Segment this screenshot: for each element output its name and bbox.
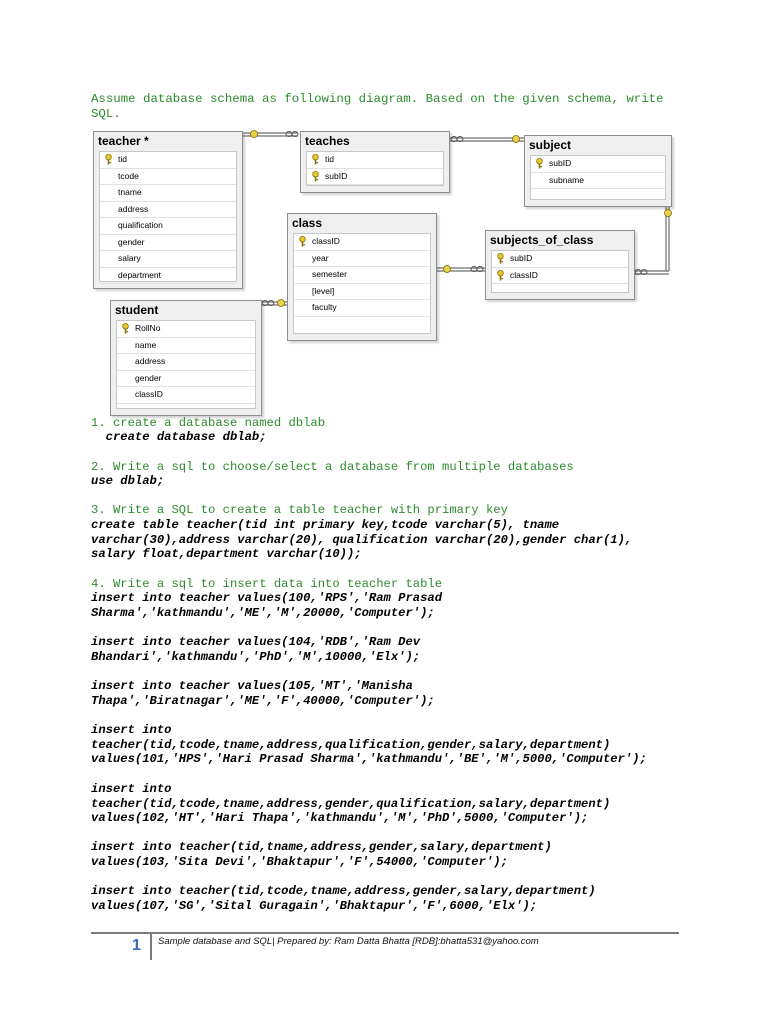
- column-name: name: [135, 339, 157, 350]
- table-title: subject: [529, 138, 572, 152]
- code-4-6: insert into teacher(tid,tname,address,gender,salary,department) values(103,'Sita Devi','Bhaktapur','F',54000,'Computer');: [91, 840, 552, 869]
- code-2: use dblab;: [91, 474, 165, 488]
- table-title: subjects_of_class: [490, 233, 594, 247]
- column-row: [117, 321, 255, 338]
- primary-key-icon: [104, 154, 113, 165]
- table-teaches: [300, 131, 450, 193]
- column-row: [117, 354, 255, 371]
- column-name: address: [118, 203, 149, 214]
- column-name: subID: [325, 170, 348, 181]
- column-row: [117, 371, 255, 388]
- table-subjects-of-class: [485, 230, 635, 300]
- primary-key-icon: [496, 270, 505, 281]
- primary-key-icon: [496, 253, 505, 264]
- column-row: [100, 169, 236, 186]
- column-name: classID: [135, 389, 163, 399]
- table-title: class: [292, 216, 323, 230]
- column-name: tcode: [118, 170, 139, 181]
- primary-key-icon: [121, 323, 130, 334]
- column-row: [531, 173, 665, 190]
- column-name: classID: [312, 236, 340, 246]
- column-row: [100, 202, 236, 219]
- footer-text: Sample database and SQL| Prepared by: Ram Datta Bhatta [RDB]:bhatta531@yahoo.com: [158, 936, 539, 947]
- column-name: [level]: [312, 285, 335, 296]
- column-row: [307, 152, 443, 169]
- column-row: [294, 234, 430, 251]
- column-row: [294, 284, 430, 301]
- table-teacher: [93, 131, 243, 289]
- code-4-1: insert into teacher values(100,'RPS','Ram Prasad Sharma','kathmandu','ME','M',20000,'Computer');: [91, 591, 443, 620]
- er-diagram: [0, 0, 768, 420]
- column-name: year: [312, 252, 329, 263]
- code-1: create database dblab;: [91, 430, 267, 444]
- table-columns: [491, 250, 629, 293]
- table-columns: [99, 151, 237, 282]
- column-name: qualification: [118, 220, 163, 230]
- question-3: 3. Write a SQL to create a table teacher with primary key: [91, 503, 508, 517]
- column-row: [100, 251, 236, 268]
- table-columns: [293, 233, 431, 334]
- code-4-5: insert into teacher(tid,tcode,tname,address,gender,qualification,salary,department) values(102,'HT','Hari Thapa','kathmandu','M','PhD',5000,'Computer');: [91, 782, 611, 826]
- column-name: subname: [549, 174, 584, 185]
- column-row: [100, 152, 236, 169]
- question-4: 4. Write a sql to insert data into teacher table: [91, 577, 443, 591]
- column-name: gender: [135, 372, 162, 383]
- table-subject: [524, 135, 672, 207]
- table-columns: [116, 320, 256, 409]
- column-row: [100, 185, 236, 202]
- column-name: classID: [510, 269, 538, 280]
- table-columns: [306, 151, 444, 186]
- table-title: teacher *: [98, 134, 149, 148]
- column-row: [100, 268, 236, 285]
- primary-key-icon: [311, 171, 320, 182]
- column-name: RollNo: [135, 323, 161, 333]
- column-name: gender: [118, 236, 145, 247]
- column-name: subID: [549, 158, 572, 168]
- primary-key-icon: [298, 236, 307, 247]
- relationship-lines: [0, 0, 768, 420]
- column-row: [117, 387, 255, 404]
- column-name: address: [135, 356, 166, 366]
- column-row: [492, 251, 628, 268]
- code-4-2: insert into teacher values(104,'RDB','Ram Dev Bhandari','kathmandu','PhD','M',10000,'Elx');: [91, 635, 421, 664]
- primary-key-icon: [535, 158, 544, 169]
- column-row: [100, 235, 236, 252]
- footer-divider: [91, 932, 679, 934]
- question-1: 1. create a database named dblab: [91, 416, 326, 430]
- code-4-4: insert into teacher(tid,tcode,tname,address,qualification,gender,salary,department) values(101,'HPS','Hari Prasad Sharma','kathmandu','BE','M',5000,'Computer');: [91, 723, 647, 767]
- column-name: tid: [325, 154, 334, 164]
- column-row: [531, 156, 665, 173]
- column-row: [100, 218, 236, 235]
- code-3: create table teacher(tid int primary key,tcode varchar(5), tname varchar(30),address varchar(20), qualification varchar(20),gender char(1), salary float,department varchar(10));: [91, 518, 633, 562]
- primary-key-icon: [311, 154, 320, 165]
- column-name: tid: [118, 154, 127, 164]
- column-row: [492, 268, 628, 285]
- column-name: salary: [118, 253, 141, 263]
- code-4-3: insert into teacher values(105,'MT','Manisha Thapa','Biratnagar','ME','F',40000,'Computer');: [91, 679, 435, 708]
- column-name: subID: [510, 253, 533, 263]
- table-title: teaches: [305, 134, 350, 148]
- table-class: [287, 213, 437, 341]
- table-title: student: [115, 303, 159, 317]
- column-name: department: [118, 269, 161, 280]
- code-4-7: insert into teacher(tid,tcode,tname,address,gender,salary,department) values(107,'SG','Sital Guragain','Bhaktapur','F',6000,'Elx');: [91, 884, 596, 913]
- column-row: [294, 251, 430, 268]
- table-columns: [530, 155, 666, 200]
- column-name: faculty: [312, 302, 337, 312]
- column-name: semester: [312, 269, 347, 279]
- page-number: 1: [132, 937, 141, 954]
- intro-text: Assume database schema as following diagram. Based on the given schema, write SQL.: [91, 92, 664, 121]
- column-name: tname: [118, 187, 142, 197]
- column-row: [294, 300, 430, 317]
- table-student: [110, 300, 262, 416]
- column-row: [307, 169, 443, 186]
- footer-separator: [150, 934, 152, 960]
- column-row: [117, 338, 255, 355]
- column-row: [294, 267, 430, 284]
- question-2: 2. Write a sql to choose/select a database from multiple databases: [91, 460, 574, 474]
